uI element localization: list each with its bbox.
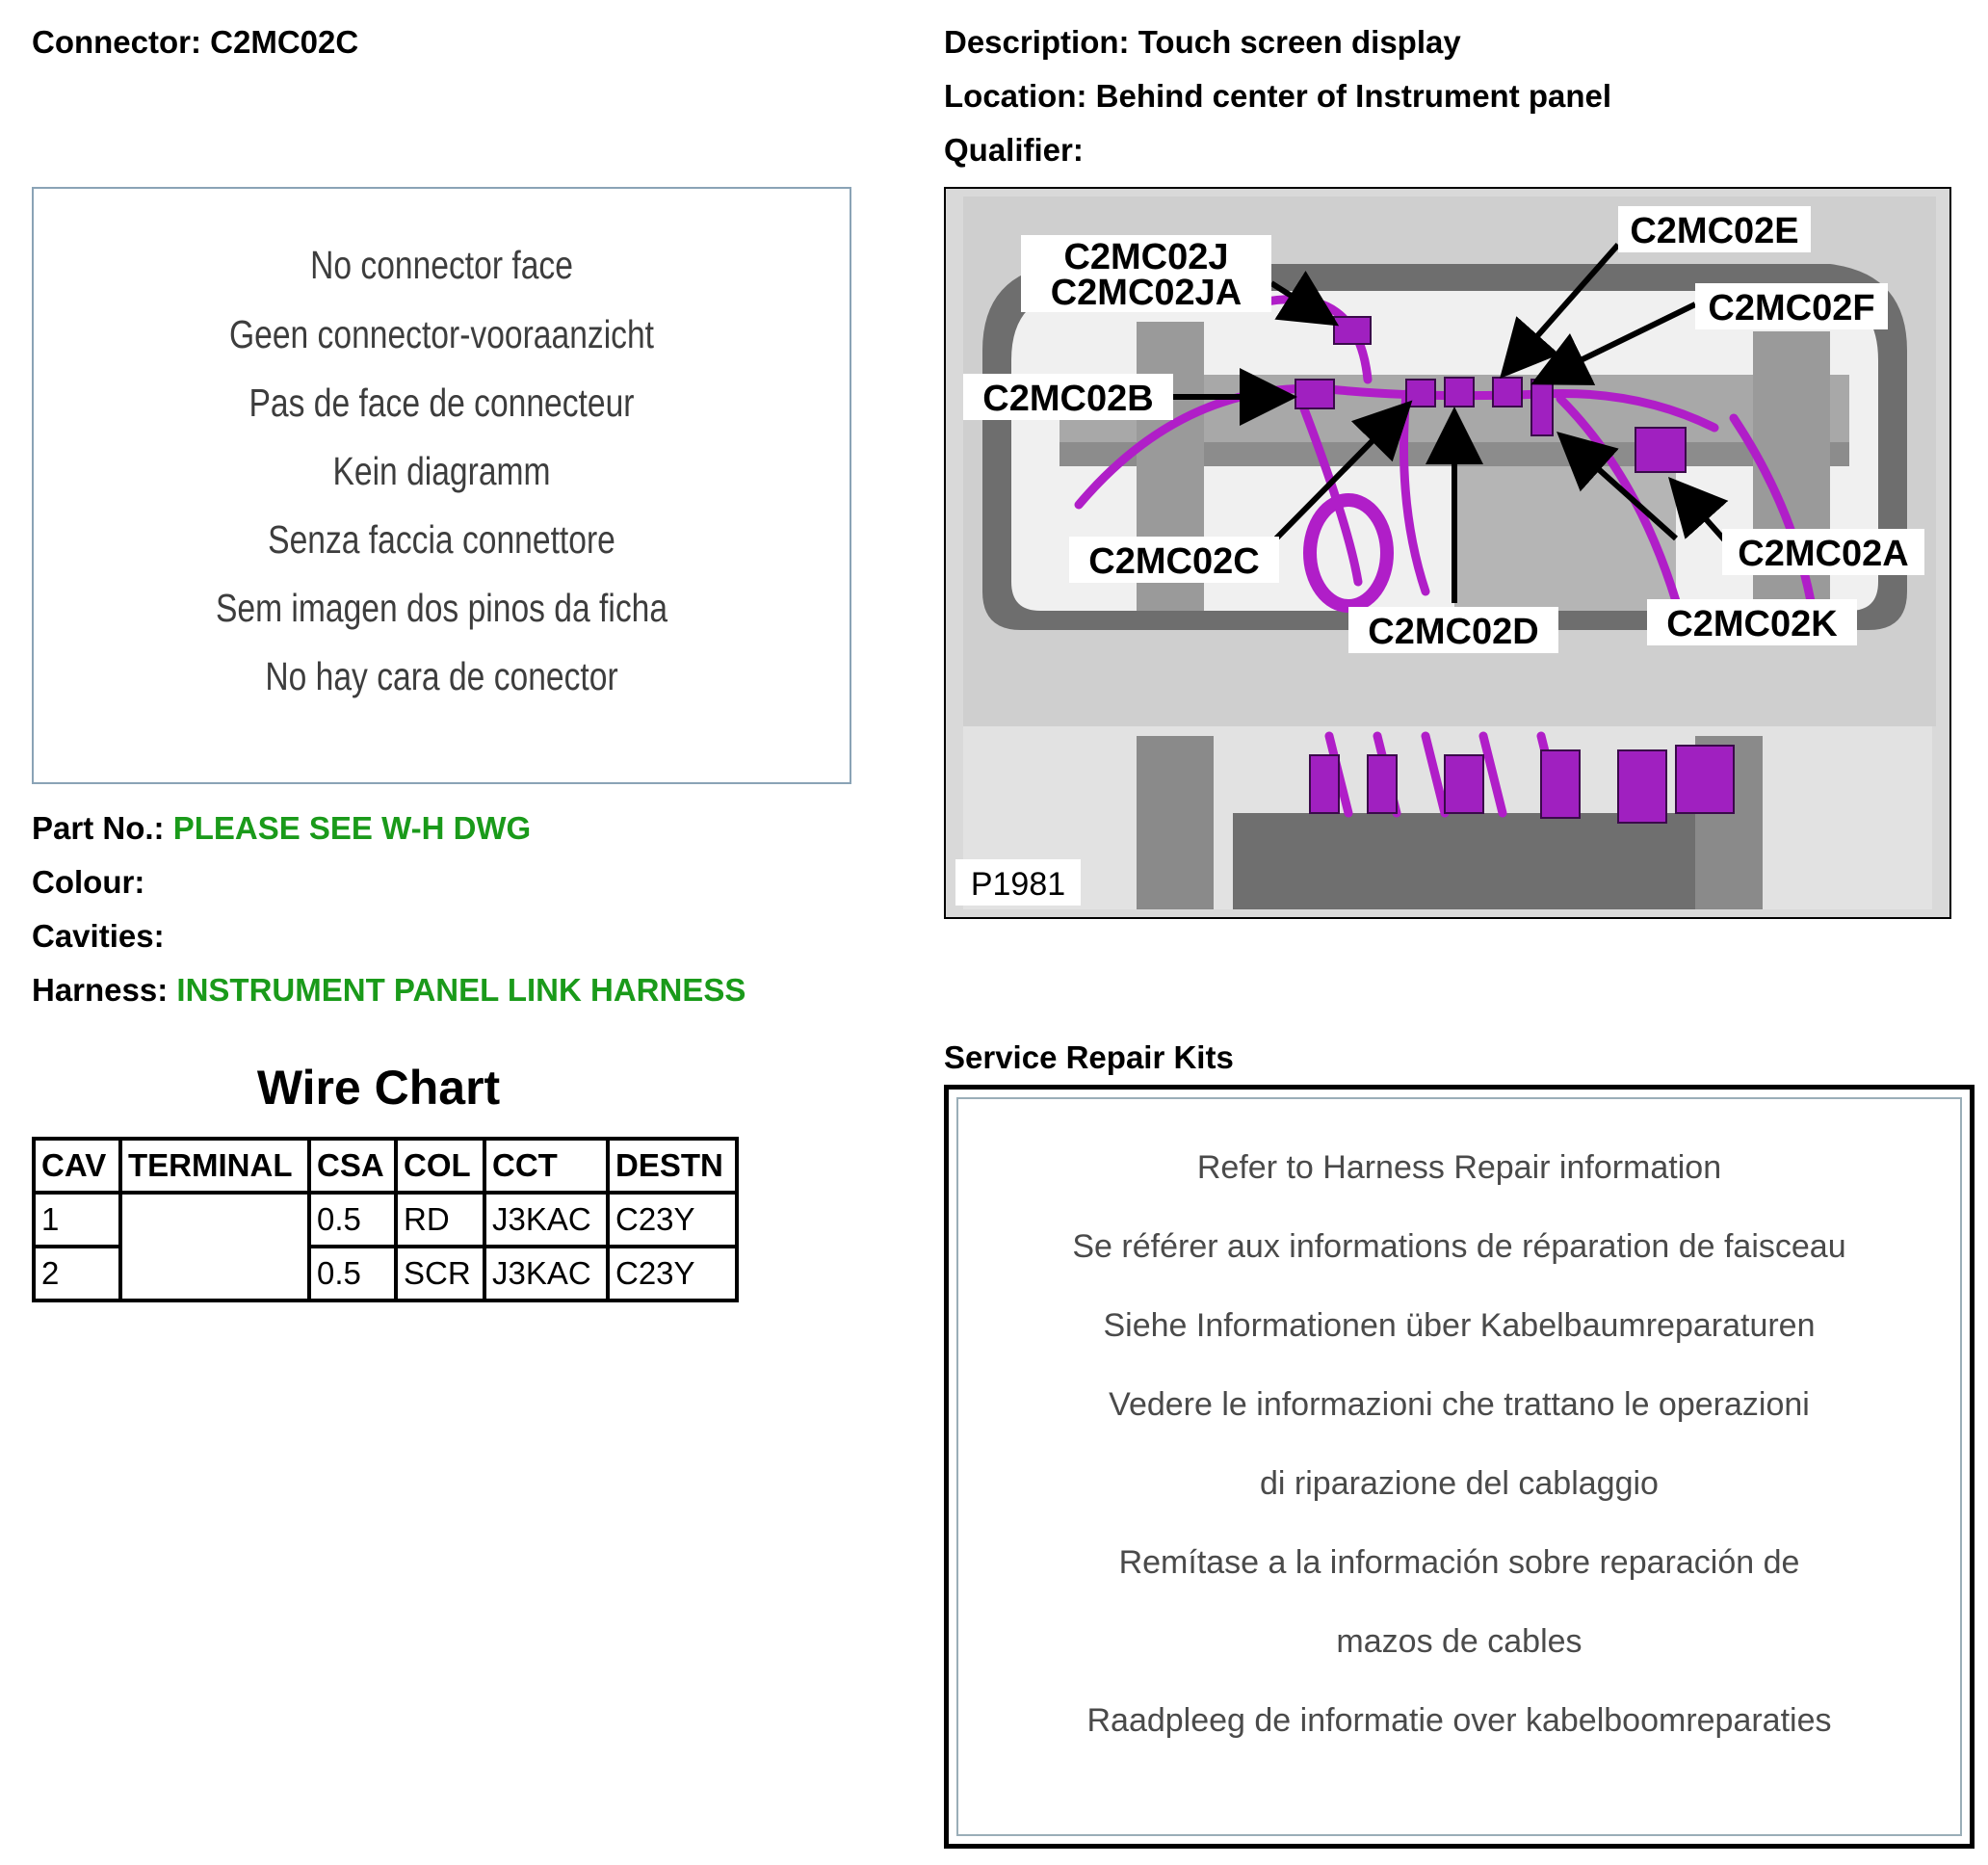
part-no-field bbox=[32, 809, 531, 848]
colour-field bbox=[32, 863, 144, 902]
connector-label: Connector: bbox=[32, 24, 201, 60]
harness-field bbox=[32, 971, 746, 1010]
cell-cav: 1 bbox=[34, 1193, 120, 1247]
face-line-fr: Pas de face de connecteur bbox=[248, 381, 635, 425]
face-line-nl: Geen connector-vooraanzicht bbox=[228, 312, 655, 356]
label-c2mc02ja: C2MC02JA bbox=[1050, 273, 1242, 313]
repair-line-nl: Raadpleeg de informatie over kabelboomreparaties bbox=[1086, 1702, 1832, 1739]
label-c2mc02j: C2MC02J bbox=[1063, 237, 1229, 277]
service-repair-title: Service Repair Kits bbox=[944, 1039, 1234, 1075]
cell-cct: J3KAC bbox=[484, 1247, 608, 1300]
cell-terminal bbox=[120, 1193, 309, 1300]
location-field bbox=[944, 77, 1611, 116]
connector-value: C2MC02C bbox=[210, 24, 359, 60]
cell-csa: 0.5 bbox=[309, 1247, 396, 1300]
description-label: Description: bbox=[944, 24, 1130, 60]
label-c2mc02c: C2MC02C bbox=[1088, 541, 1260, 582]
lower-vent bbox=[1233, 813, 1695, 909]
repair-line-es-1: Remítase a la información sobre reparación de bbox=[1118, 1544, 1800, 1581]
harness-label: Harness: bbox=[32, 972, 169, 1008]
cell-destn: C23Y bbox=[608, 1193, 737, 1247]
lower-post-left bbox=[1137, 736, 1214, 909]
cavities-label: Cavities: bbox=[32, 918, 165, 954]
service-repair-panel bbox=[944, 1085, 1975, 1849]
part-no-link[interactable]: PLEASE SEE W-H DWG bbox=[172, 810, 532, 846]
location-value: Behind center of Instrument panel bbox=[1095, 78, 1612, 114]
connector-face-panel bbox=[32, 187, 851, 784]
label-c2mc02a: C2MC02A bbox=[1738, 534, 1909, 574]
face-line-it: Senza faccia connettore bbox=[268, 517, 615, 562]
repair-line-it-2: di riparazione del cablaggio bbox=[1260, 1465, 1659, 1502]
location-diagram bbox=[944, 187, 1951, 919]
col-header-cct: CCT bbox=[484, 1139, 608, 1193]
cavities-field bbox=[32, 917, 165, 956]
col-header-csa: CSA bbox=[309, 1139, 396, 1193]
face-line-es: No hay cara de conector bbox=[265, 654, 618, 698]
repair-line-es-2: mazos de cables bbox=[1336, 1623, 1583, 1660]
center-bracket bbox=[1454, 466, 1676, 611]
qualifier-label: Qualifier: bbox=[944, 132, 1084, 168]
label-c2mc02e: C2MC02E bbox=[1630, 211, 1799, 251]
cell-cav: 2 bbox=[34, 1247, 120, 1300]
table-row bbox=[34, 1193, 737, 1247]
cell-destn: C23Y bbox=[608, 1247, 737, 1300]
colour-label: Colour: bbox=[32, 864, 145, 900]
label-c2mc02b: C2MC02B bbox=[982, 379, 1154, 419]
col-header-terminal: TERMINAL bbox=[120, 1139, 309, 1193]
harness-link[interactable]: INSTRUMENT PANEL LINK HARNESS bbox=[176, 972, 746, 1008]
face-line-de: Kein diagramm bbox=[332, 449, 551, 493]
label-c2mc02f: C2MC02F bbox=[1708, 288, 1875, 328]
face-line-en: No connector face bbox=[310, 243, 573, 287]
cell-cct: J3KAC bbox=[484, 1193, 608, 1247]
cell-col: SCR bbox=[396, 1247, 484, 1300]
wire-chart-header-row bbox=[34, 1139, 737, 1193]
col-header-cav: CAV bbox=[34, 1139, 120, 1193]
repair-line-it-1: Vedere le informazioni che trattano le operazioni bbox=[1109, 1386, 1810, 1423]
connector-field bbox=[32, 23, 358, 62]
repair-line-fr: Se référer aux informations de réparation de faisceau bbox=[1072, 1228, 1846, 1265]
col-header-col: COL bbox=[396, 1139, 484, 1193]
description-field bbox=[944, 23, 1461, 62]
repair-line-de: Siehe Informationen über Kabelbaumreparaturen bbox=[1103, 1307, 1816, 1344]
face-line-pt: Sem imagen dos pinos da ficha bbox=[215, 586, 668, 630]
cell-col: RD bbox=[396, 1193, 484, 1247]
location-label: Location: bbox=[944, 78, 1087, 114]
cell-csa: 0.5 bbox=[309, 1193, 396, 1247]
part-no-label: Part No.: bbox=[32, 810, 165, 846]
col-header-destn: DESTN bbox=[608, 1139, 737, 1193]
repair-line-en: Refer to Harness Repair information bbox=[1196, 1149, 1722, 1186]
wire-chart-title: Wire Chart bbox=[256, 1061, 501, 1115]
wire-chart-table bbox=[32, 1137, 739, 1302]
qualifier-field bbox=[944, 131, 1084, 170]
service-repair-inner bbox=[956, 1097, 1962, 1836]
label-c2mc02k: C2MC02K bbox=[1666, 604, 1838, 644]
image-ref: P1981 bbox=[970, 866, 1066, 903]
description-value: Touch screen display bbox=[1138, 24, 1461, 60]
label-c2mc02d: C2MC02D bbox=[1368, 612, 1539, 652]
